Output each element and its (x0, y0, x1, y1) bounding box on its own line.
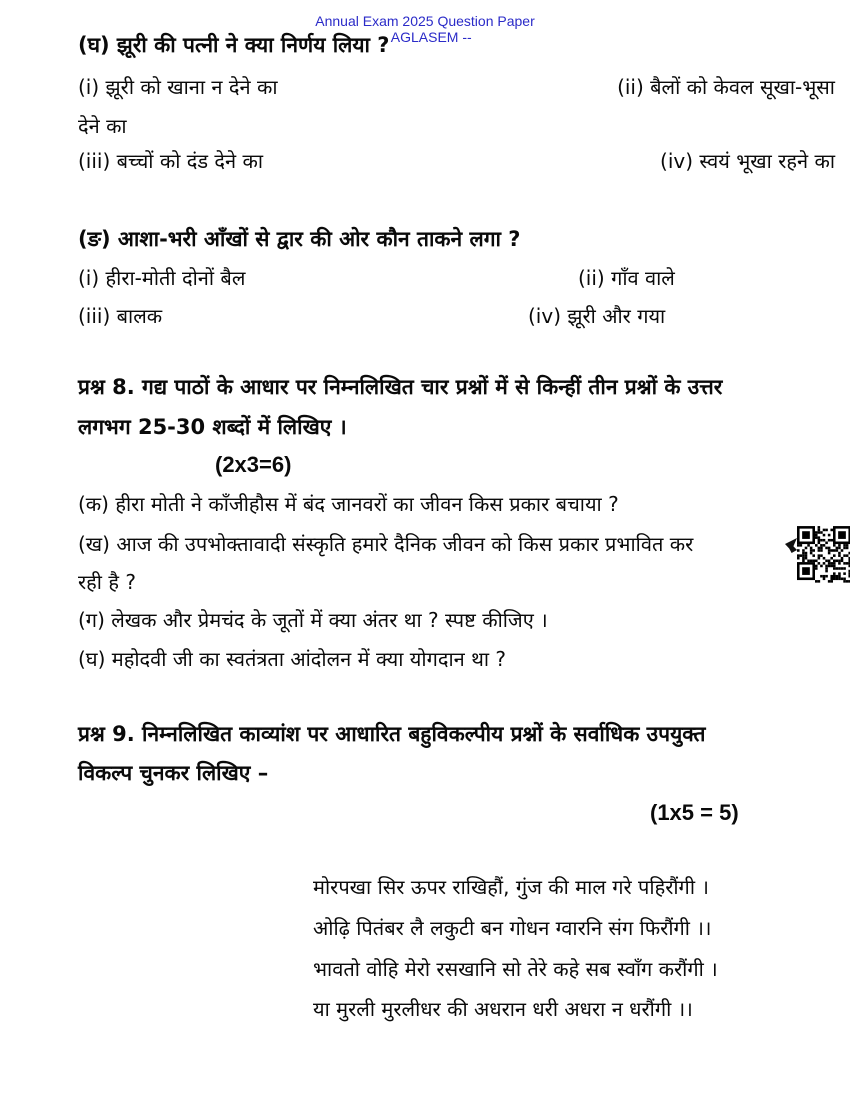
question-9-heading-line2: विकल्प चुनकर लिखिए – (78, 761, 269, 785)
question-9-heading-line1: प्रश्न 9. निम्नलिखित काव्यांश पर आधारित बहुविकल्पीय प्रश्नों के सर्वाधिक उपयुक्त (78, 722, 706, 746)
option-7d-i: (i) झूरी को खाना न देने का (78, 75, 278, 99)
option-7d-ii: (ii) बैलों को केवल सूखा-भूसा (617, 75, 835, 99)
option-7e-i: (i) हीरा-मोती दोनों बैल (78, 266, 246, 290)
question-8-marks: (2x3=6) (215, 452, 292, 477)
poem-line-4: या मुरली मुरलीधर की अधरान धरी अधरा न धरौंगी ।। (313, 997, 693, 1021)
question-8b-line2: रही है ? (78, 570, 136, 594)
option-7d-ii-wrap: देने का (78, 114, 127, 138)
poem-line-2: ओढ़ि पितंबर लै लकुटी बन गोधन ग्वारनि संग फिरौंगी ।। (313, 916, 712, 940)
question-8-heading-line2: लगभग 25-30 शब्दों में लिखिए । (78, 415, 347, 439)
question-8b-line1: (ख) आज की उपभोक्तावादी संस्कृति हमारे दैनिक जीवन को किस प्रकार प्रभावित कर (78, 532, 694, 556)
question-8c: (ग) लेखक और प्रेमचंद के जूतों में क्या अंतर था ? स्पष्ट कीजिए । (78, 608, 548, 632)
option-7e-ii: (ii) गाँव वाले (578, 266, 675, 290)
qr-code (797, 526, 850, 584)
option-7d-iii: (iii) बच्चों को दंड देने का (78, 149, 264, 173)
question-7e-heading: (ङ) आशा-भरी आँखों से द्वार की ओर कौन ताकने लगा ? (78, 227, 521, 251)
poem-line-3: भावतो वोहि मेरो रसखानि सो तेरे कहे सब स्वाँग करौंगी । (313, 957, 718, 981)
question-7d-heading: (घ) झूरी की पत्नी ने क्या निर्णय लिया ? (78, 33, 390, 57)
option-7d-iv: (iv) स्वयं भूखा रहने का (660, 149, 835, 173)
question-8-heading-line1: प्रश्न 8. गद्य पाठों के आधार पर निम्नलिखित चार प्रश्नों में से किन्हीं तीन प्रश्नों के उत्तर (78, 375, 723, 399)
option-7e-iii: (iii) बालक (78, 304, 163, 328)
poem-line-1: मोरपखा सिर ऊपर राखिहौं, गुंज की माल गरे पहिरौंगी । (313, 875, 709, 899)
question-8d: (घ) महोदवी जी का स्वतंत्रता आंदोलन में क्या योगदान था ? (78, 647, 507, 671)
option-7e-iv: (iv) झूरी और गया (528, 304, 666, 328)
header-title: Annual Exam 2025 Question Paper (315, 13, 535, 29)
question-8a: (क) हीरा मोती ने काँजीहौस में बंद जानवरों का जीवन किस प्रकार बचाया ? (78, 492, 619, 516)
question-9-marks: (1x5 = 5) (650, 800, 739, 825)
header-watermark: -- AGLASEM -- (378, 29, 472, 45)
cursor-arrow-icon (785, 538, 797, 553)
